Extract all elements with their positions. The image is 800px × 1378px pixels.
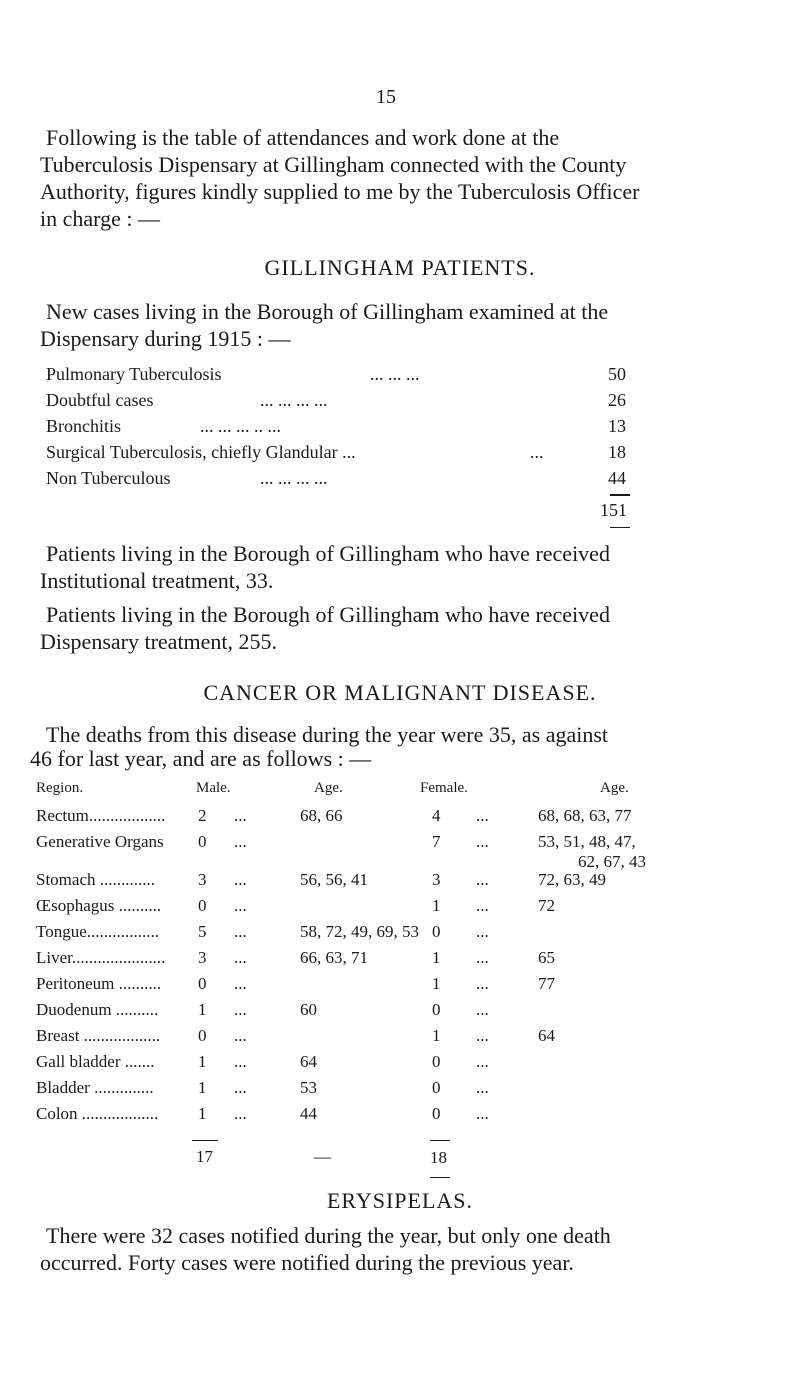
cancer-dots: ... [234, 806, 247, 825]
female-total-rule [430, 1140, 450, 1141]
cancer-male-age: 56, 56, 41 [300, 870, 368, 889]
cancer-male-age: 44 [300, 1104, 317, 1123]
cancer-female-age: 53, 51, 48, 47, [538, 832, 636, 851]
cancer-dots: ... [234, 832, 247, 851]
gillingham-total: 151 [600, 500, 627, 520]
institutional-line-1: Patients living in the Borough of Gillingham who have received [46, 541, 610, 566]
cancer-female-age: 72 [538, 896, 555, 915]
cancer-female-count: 0 [432, 1000, 441, 1019]
gillingham-item-label: Bronchitis [46, 416, 121, 436]
cancer-dots: ... [476, 1000, 489, 1019]
cancer-male-count: 1 [198, 1052, 207, 1071]
gillingham-item-label: Non Tuberculous [46, 468, 171, 488]
cancer-male-age: 64 [300, 1052, 317, 1071]
cancer-female-count: 0 [432, 922, 441, 941]
intro-line-4: in charge : — [40, 206, 160, 231]
cancer-female-age: 68, 68, 63, 77 [538, 806, 632, 825]
institutional-line-2: Institutional treatment, 33. [40, 568, 274, 593]
cancer-region: Peritoneum .......... [36, 974, 162, 993]
cancer-region: Œsophagus .......... [36, 896, 162, 915]
female-total: 18 [430, 1148, 447, 1167]
cancer-male-count: 0 [198, 832, 207, 851]
cancer-male-age: 53 [300, 1078, 317, 1097]
cancer-line-1: The deaths from this disease during the year were 35, as against [46, 722, 609, 747]
cancer-region: Breast .................. [36, 1026, 161, 1045]
cancer-female-count: 0 [432, 1052, 441, 1071]
cancer-male-count: 1 [198, 1078, 207, 1097]
cancer-female-count: 1 [432, 896, 441, 915]
intro-line-1: Following is the table of attendances and work done at the [46, 125, 560, 150]
cancer-male-count: 3 [198, 948, 207, 967]
erysipelas-heading: ERYSIPELAS. [326, 1188, 474, 1213]
gillingham-total-underline [610, 527, 630, 528]
cancer-heading: CANCER OR MALIGNANT DISEASE. [203, 680, 597, 705]
cancer-dots: ... [476, 1078, 489, 1097]
gillingham-item-dots: ... ... ... ... [260, 390, 328, 410]
cancer-region: Gall bladder ....... [36, 1052, 155, 1071]
cancer-dots: ... [234, 922, 247, 941]
cancer-dots: ... [476, 948, 489, 967]
cancer-male-count: 3 [198, 870, 207, 889]
erysipelas-line-2: occurred. Forty cases were notified during the previous year. [40, 1250, 574, 1275]
cancer-female-count: 0 [432, 1078, 441, 1097]
gillingham-item-dots: ... ... ... .. ... [200, 416, 281, 436]
column-header-female-age: Age. [600, 780, 629, 796]
cancer-dots: ... [476, 870, 489, 889]
column-header-region: Region. [36, 780, 84, 796]
cancer-male-count: 0 [198, 896, 207, 915]
cancer-dots: ... [476, 896, 489, 915]
cancer-dots: ... [234, 1026, 247, 1045]
gillingham-heading: GILLINGHAM PATIENTS. [264, 255, 536, 280]
cancer-dots: ... [234, 1000, 247, 1019]
intro-line-3: Authority, figures kindly supplied to me by the Tuberculosis Officer [40, 179, 640, 204]
cancer-dots: ... [234, 1078, 247, 1097]
cancer-female-count: 7 [432, 832, 441, 851]
cancer-male-count: 2 [198, 806, 207, 825]
cancer-male-age: 68, 66 [300, 806, 343, 825]
cancer-dots: ... [234, 948, 247, 967]
cancer-female-age: 77 [538, 974, 555, 993]
cancer-dots: ... [476, 1026, 489, 1045]
cancer-region: Duodenum .......... [36, 1000, 159, 1019]
cancer-female-count: 0 [432, 1104, 441, 1123]
cancer-male-count: 5 [198, 922, 207, 941]
cancer-region: Colon .................. [36, 1104, 159, 1123]
cancer-female-age-continued: 62, 67, 43 [578, 852, 646, 871]
column-header-male: Male. [196, 780, 231, 796]
cancer-female-count: 1 [432, 1026, 441, 1045]
gillingham-item-label: Surgical Tuberculosis, chiefly Glandular ... [46, 442, 356, 462]
cancer-dots: ... [234, 1052, 247, 1071]
cancer-dots: ... [234, 870, 247, 889]
cancer-male-age: 66, 63, 71 [300, 948, 368, 967]
gillingham-item-label: Doubtful cases [46, 390, 154, 410]
female-total-underline [430, 1177, 450, 1178]
cancer-male-count: 0 [198, 974, 207, 993]
column-header-male-age: Age. [314, 780, 343, 796]
cancer-dots: ... [476, 806, 489, 825]
cancer-region: Liver...................... [36, 948, 166, 967]
cancer-dots: ... [476, 832, 489, 851]
erysipelas-line-1: There were 32 cases notified during the year, but only one death [46, 1223, 611, 1248]
gillingham-item-value: 18 [608, 442, 626, 462]
cancer-male-count: 1 [198, 1000, 207, 1019]
cancer-dots: ... [234, 1104, 247, 1123]
gillingham-line-1: New cases living in the Borough of Gillingham examined at the [46, 299, 609, 324]
cancer-region: Generative Organs [36, 832, 164, 851]
column-header-female: Female. [420, 780, 468, 796]
page-number: 15 [376, 86, 396, 108]
intro-line-2: Tuberculosis Dispensary at Gillingham connected with the County [40, 152, 627, 177]
cancer-female-count: 4 [432, 806, 441, 825]
gillingham-item-dots: ... [530, 442, 544, 462]
cancer-dots: ... [476, 922, 489, 941]
gillingham-item-dots: ... ... ... ... [260, 468, 328, 488]
gillingham-item-value: 13 [608, 416, 626, 436]
cancer-female-age: 72, 63, 49 [538, 870, 606, 889]
dispensary-line-2: Dispensary treatment, 255. [40, 629, 278, 654]
gillingham-item-value: 50 [608, 364, 626, 384]
male-age-total-mark: — [314, 1147, 331, 1166]
cancer-region: Stomach ............. [36, 870, 155, 889]
dispensary-line-1: Patients living in the Borough of Gillingham who have received [46, 602, 610, 627]
cancer-line-2: 46 for last year, and are as follows : — [30, 746, 372, 771]
gillingham-line-2: Dispensary during 1915 : — [40, 326, 291, 351]
gillingham-item-value: 44 [608, 468, 626, 488]
male-total: 17 [196, 1147, 213, 1166]
cancer-female-count: 1 [432, 948, 441, 967]
gillingham-item-label: Pulmonary Tuberculosis [46, 364, 222, 384]
cancer-dots: ... [234, 974, 247, 993]
male-total-rule [192, 1140, 218, 1141]
cancer-male-age: 58, 72, 49, 69, 53 [300, 922, 419, 941]
cancer-female-age: 64 [538, 1026, 555, 1045]
cancer-female-count: 1 [432, 974, 441, 993]
cancer-region: Bladder .............. [36, 1078, 154, 1097]
gillingham-item-value: 26 [608, 390, 626, 410]
cancer-dots: ... [476, 974, 489, 993]
cancer-dots: ... [234, 896, 247, 915]
cancer-region: Tongue................. [36, 922, 159, 941]
gillingham-total-rule [610, 494, 630, 496]
cancer-female-age: 65 [538, 948, 555, 967]
cancer-region: Rectum.................. [36, 806, 166, 825]
cancer-dots: ... [476, 1104, 489, 1123]
cancer-dots: ... [476, 1052, 489, 1071]
gillingham-item-dots: ... ... ... [370, 364, 420, 384]
cancer-female-count: 3 [432, 870, 441, 889]
cancer-male-count: 1 [198, 1104, 207, 1123]
cancer-male-age: 60 [300, 1000, 317, 1019]
cancer-male-count: 0 [198, 1026, 207, 1045]
